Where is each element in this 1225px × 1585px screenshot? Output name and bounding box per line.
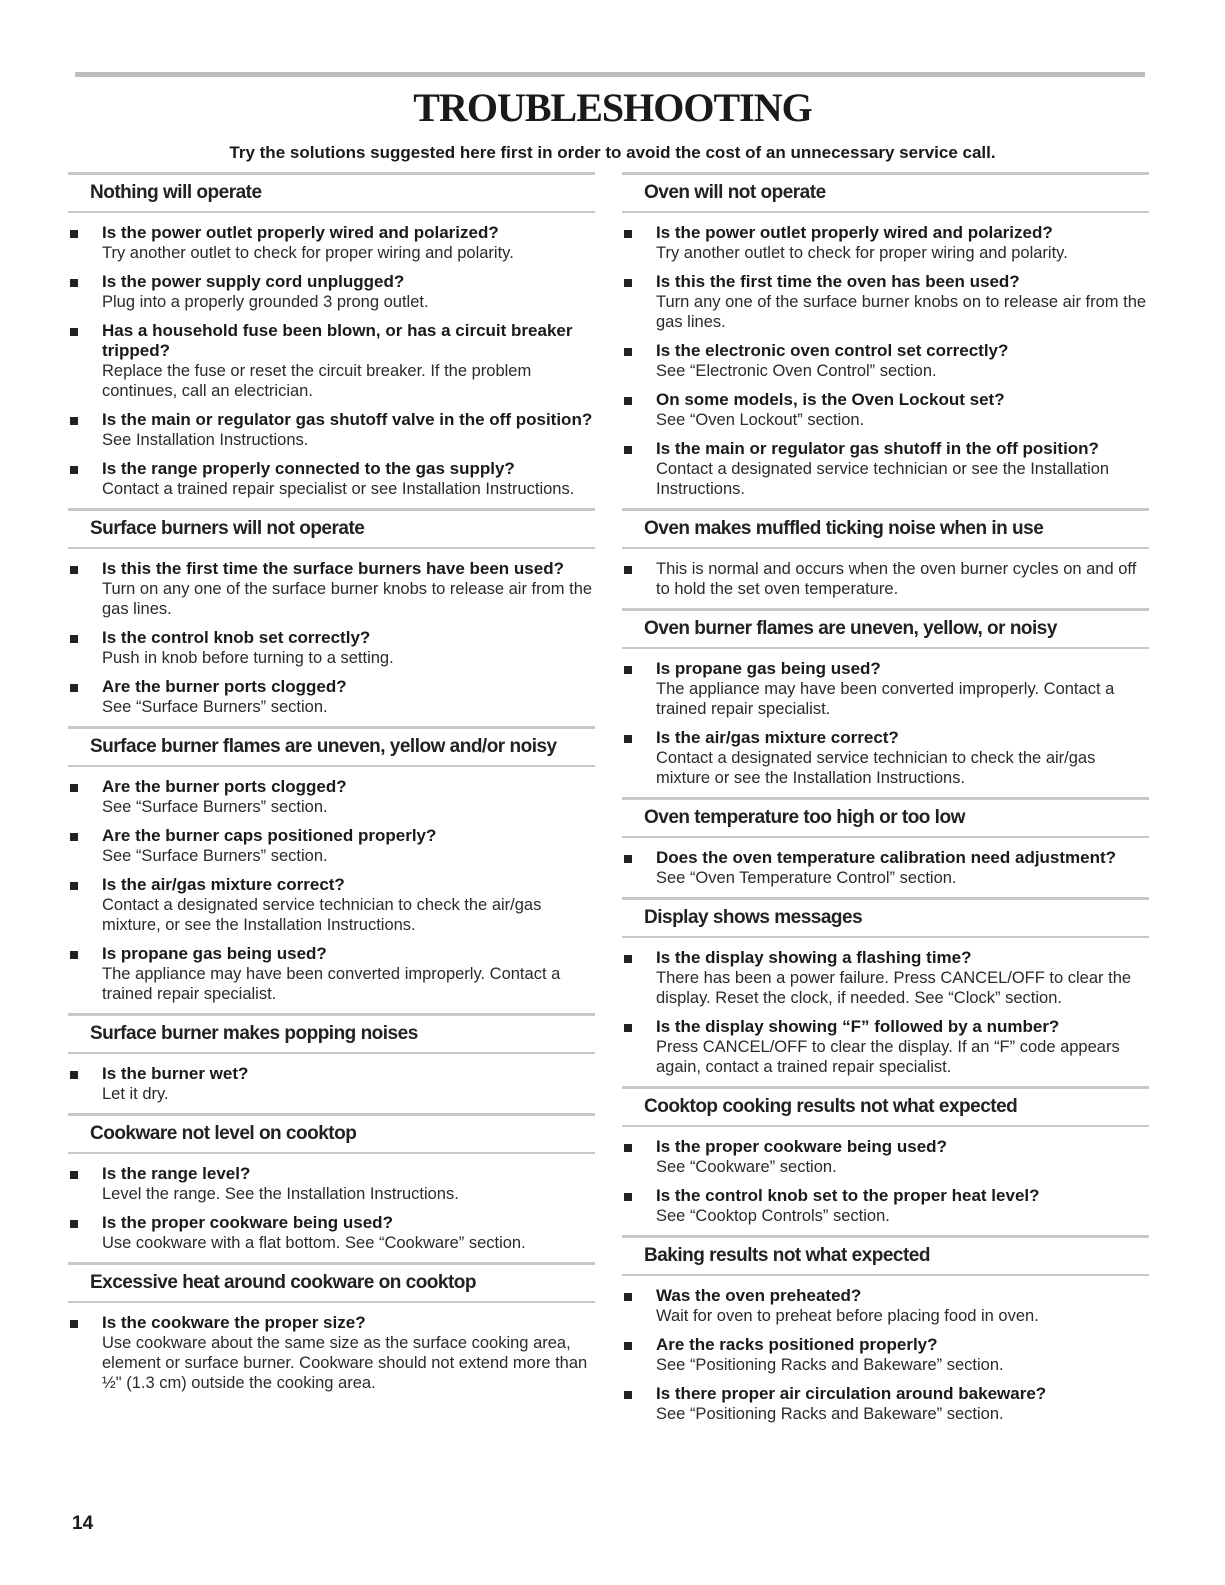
square-bullet-icon [70,1320,78,1328]
section-surface-burner-makes-popping-noises [68,1013,595,1104]
top-rule [75,72,1145,77]
troubleshooting-item [622,1017,1149,1077]
answer-text: See “Electronic Oven Control” section. [656,362,937,380]
square-bullet-icon [624,1144,632,1152]
question-text: Has a household fuse been blown, or has a circuit breaker tripped? [102,321,573,360]
answer-text: Try another outlet to check for proper wiring and polarity. [656,244,1068,262]
troubleshooting-item [622,390,1149,430]
answer-text: Level the range. See the Installation Instructions. [102,1185,459,1203]
troubleshooting-item [622,439,1149,499]
question-text: Is there proper air circulation around bakeware? [656,1384,1047,1403]
square-bullet-icon [70,328,78,336]
troubleshooting-item [622,1137,1149,1177]
answer-text: Try another outlet to check for proper wiring and polarity. [102,244,514,262]
square-bullet-icon [624,348,632,356]
question-text: Is the air/gas mixture correct? [656,728,899,747]
answer-text: Use cookware with a flat bottom. See “Cookware” section. [102,1234,526,1252]
section-heading: Nothing will operate [68,172,595,213]
square-bullet-icon [70,230,78,238]
answer-text: Wait for oven to preheat before placing food in oven. [656,1307,1039,1325]
section-oven-burner-flames-are-uneven-yellow-or-noisy [622,608,1149,788]
square-bullet-icon [624,566,632,574]
troubleshooting-item [68,777,595,817]
question-text: Is the power outlet properly wired and polarized? [656,223,1053,242]
page-subtitle: Try the solutions suggested here first in order to avoid the cost of an unnecessary service call. [229,143,996,162]
answer-text: Use cookware about the same size as the surface cooking area, element or surface burner. Cookware should not extend more than ½" (1.3 cm) outside the cooking area. [102,1334,588,1392]
troubleshooting-item [622,559,1149,599]
question-text: Is the control knob set to the proper heat level? [656,1186,1040,1205]
question-text: Was the oven preheated? [656,1286,862,1305]
answer-text: Press CANCEL/OFF to clear the display. If an “F” code appears again, contact a trained repair specialist. [656,1038,1120,1076]
square-bullet-icon [70,684,78,692]
square-bullet-icon [624,855,632,863]
answer-text: See “Oven Lockout” section. [656,411,865,429]
square-bullet-icon [70,1220,78,1228]
troubleshooting-item [622,1186,1149,1226]
troubleshooting-item [68,677,595,717]
troubleshooting-item [68,459,595,499]
troubleshooting-item [68,826,595,866]
answer-text: See Installation Instructions. [102,431,309,449]
question-text: Is the display showing “F” followed by a number? [656,1017,1060,1036]
square-bullet-icon [624,1293,632,1301]
question-text: Is this the first time the oven has been used? [656,272,1020,291]
question-text: Is the range properly connected to the gas supply? [102,459,515,478]
square-bullet-icon [624,1193,632,1201]
square-bullet-icon [70,882,78,890]
answer-text: See “Surface Burners” section. [102,798,328,816]
answer-text: The appliance may have been converted improperly. Contact a trained repair specialist. [102,965,561,1003]
square-bullet-icon [624,446,632,454]
question-text: On some models, is the Oven Lockout set? [656,390,1005,409]
section-heading: Oven will not operate [622,172,1149,213]
section-oven-makes-muffled-ticking-noise-when-in-use [622,508,1149,599]
section-heading: Oven temperature too high or too low [622,797,1149,838]
square-bullet-icon [70,417,78,425]
troubleshooting-item [68,1064,595,1104]
square-bullet-icon [624,230,632,238]
square-bullet-icon [70,1071,78,1079]
answer-text: Contact a trained repair specialist or see Installation Instructions. [102,480,575,498]
square-bullet-icon [624,955,632,963]
question-text: Does the oven temperature calibration need adjustment? [656,848,1117,867]
section-baking-results-not-what-expected [622,1235,1149,1424]
right-column [622,172,1149,1433]
question-text: Is the power supply cord unplugged? [102,272,405,291]
troubleshooting-item [68,223,595,263]
question-text: Is propane gas being used? [656,659,881,678]
answer-text: There has been a power failure. Press CANCEL/OFF to clear the display. Reset the clock, if needed. See “Clock” section. [656,969,1132,1007]
question-text: Are the racks positioned properly? [656,1335,938,1354]
troubleshooting-item [68,321,595,401]
section-heading: Oven burner flames are uneven, yellow, or noisy [622,608,1149,649]
question-text: Is the proper cookware being used? [102,1213,393,1232]
answer-text: Turn on any one of the surface burner knobs to release air from the gas lines. [102,580,593,618]
troubleshooting-item [622,341,1149,381]
troubleshooting-item [622,223,1149,263]
section-heading: Surface burners will not operate [68,508,595,549]
section-surface-burners-will-not-operate [68,508,595,717]
square-bullet-icon [624,1342,632,1350]
question-text: Is the main or regulator gas shutoff in the off position? [656,439,1099,458]
section-heading: Display shows messages [622,897,1149,938]
answer-text: Replace the fuse or reset the circuit breaker. If the problem continues, call an electrician. [102,362,532,400]
section-cookware-not-level-on-cooktop [68,1113,595,1253]
answer-text: The appliance may have been converted improperly. Contact a trained repair specialist. [656,680,1115,718]
question-text: Is the electronic oven control set correctly? [656,341,1009,360]
answer-text: Contact a designated service technician or see the Installation Instructions. [656,460,1110,498]
question-text: Is the burner wet? [102,1064,249,1083]
section-heading: Excessive heat around cookware on cooktop [68,1262,595,1303]
answer-text: See “Surface Burners” section. [102,847,328,865]
answer-text: See “Positioning Racks and Bakeware” section. [656,1405,1004,1423]
troubleshooting-item [68,628,595,668]
answer-text: Push in knob before turning to a setting. [102,649,394,667]
troubleshooting-item [622,1384,1149,1424]
troubleshooting-item [68,1164,595,1204]
question-text: Is the main or regulator gas shutoff valve in the off position? [102,410,593,429]
troubleshooting-item [622,659,1149,719]
answer-text: Let it dry. [102,1085,169,1103]
section-oven-temperature-too-high-or-too-low [622,797,1149,888]
question-text: Is the cookware the proper size? [102,1313,366,1332]
troubleshooting-item [68,559,595,619]
answer-text: See “Surface Burners” section. [102,698,328,716]
square-bullet-icon [70,833,78,841]
question-text: Is this the first time the surface burners have been used? [102,559,564,578]
section-display-shows-messages [622,897,1149,1077]
troubleshooting-item [622,728,1149,788]
answer-text: See “Cooktop Controls” section. [656,1207,890,1225]
question-text: Is the power outlet properly wired and polarized? [102,223,499,242]
square-bullet-icon [70,466,78,474]
square-bullet-icon [624,666,632,674]
question-text: Is propane gas being used? [102,944,327,963]
answer-text: See “Cookware” section. [656,1158,837,1176]
answer-text: Turn any one of the surface burner knobs on to release air from the gas lines. [656,293,1147,331]
square-bullet-icon [624,1024,632,1032]
answer-text: Contact a designated service technician to check the air/gas mixture or see the Installation Instructions. [656,749,1096,787]
troubleshooting-item [68,1213,595,1253]
answer-text: See “Positioning Racks and Bakeware” section. [656,1356,1004,1374]
square-bullet-icon [70,784,78,792]
section-heading: Oven makes muffled ticking noise when in use [622,508,1149,549]
troubleshooting-item [622,1335,1149,1375]
square-bullet-icon [70,1171,78,1179]
section-nothing-will-operate [68,172,595,499]
troubleshooting-item [68,272,595,312]
troubleshooting-item [622,848,1149,888]
question-text: Is the air/gas mixture correct? [102,875,345,894]
troubleshooting-item [68,410,595,450]
section-cooktop-cooking-results-not-what-expected [622,1086,1149,1226]
section-heading: Surface burner flames are uneven, yellow and/or noisy [68,726,595,767]
square-bullet-icon [624,279,632,287]
question-text: Is the range level? [102,1164,251,1183]
section-surface-burner-flames-are-uneven-yellow-and-or-noisy [68,726,595,1004]
section-heading: Surface burner makes popping noises [68,1013,595,1054]
answer-text: Contact a designated service technician to check the air/gas mixture, or see the Installation Instructions. [102,896,542,934]
question-text: Are the burner ports clogged? [102,777,347,796]
section-excessive-heat-around-cookware-on-cooktop [68,1262,595,1393]
section-oven-will-not-operate [622,172,1149,499]
square-bullet-icon [70,635,78,643]
left-column [68,172,595,1402]
square-bullet-icon [624,397,632,405]
question-text: Is the proper cookware being used? [656,1137,947,1156]
page-number: 14 [72,1513,94,1534]
page-title: TROUBLESHOOTING [413,85,812,130]
square-bullet-icon [70,951,78,959]
square-bullet-icon [70,279,78,287]
answer-text: See “Oven Temperature Control” section. [656,869,957,887]
question-text: Are the burner ports clogged? [102,677,347,696]
troubleshooting-item [622,1286,1149,1326]
section-heading: Baking results not what expected [622,1235,1149,1276]
section-heading: Cookware not level on cooktop [68,1113,595,1154]
troubleshooting-item [622,272,1149,332]
troubleshooting-item [68,1313,595,1393]
question-text: Is the display showing a flashing time? [656,948,972,967]
troubleshooting-item [68,875,595,935]
section-heading: Cooktop cooking results not what expected [622,1086,1149,1127]
square-bullet-icon [70,566,78,574]
square-bullet-icon [624,1391,632,1399]
square-bullet-icon [624,735,632,743]
question-text: Are the burner caps positioned properly? [102,826,437,845]
answer-text: Plug into a properly grounded 3 prong outlet. [102,293,429,311]
troubleshooting-item [68,944,595,1004]
question-text: Is the control knob set correctly? [102,628,371,647]
troubleshooting-item [622,948,1149,1008]
answer-text: This is normal and occurs when the oven burner cycles on and off to hold the set oven temperature. [656,560,1137,598]
